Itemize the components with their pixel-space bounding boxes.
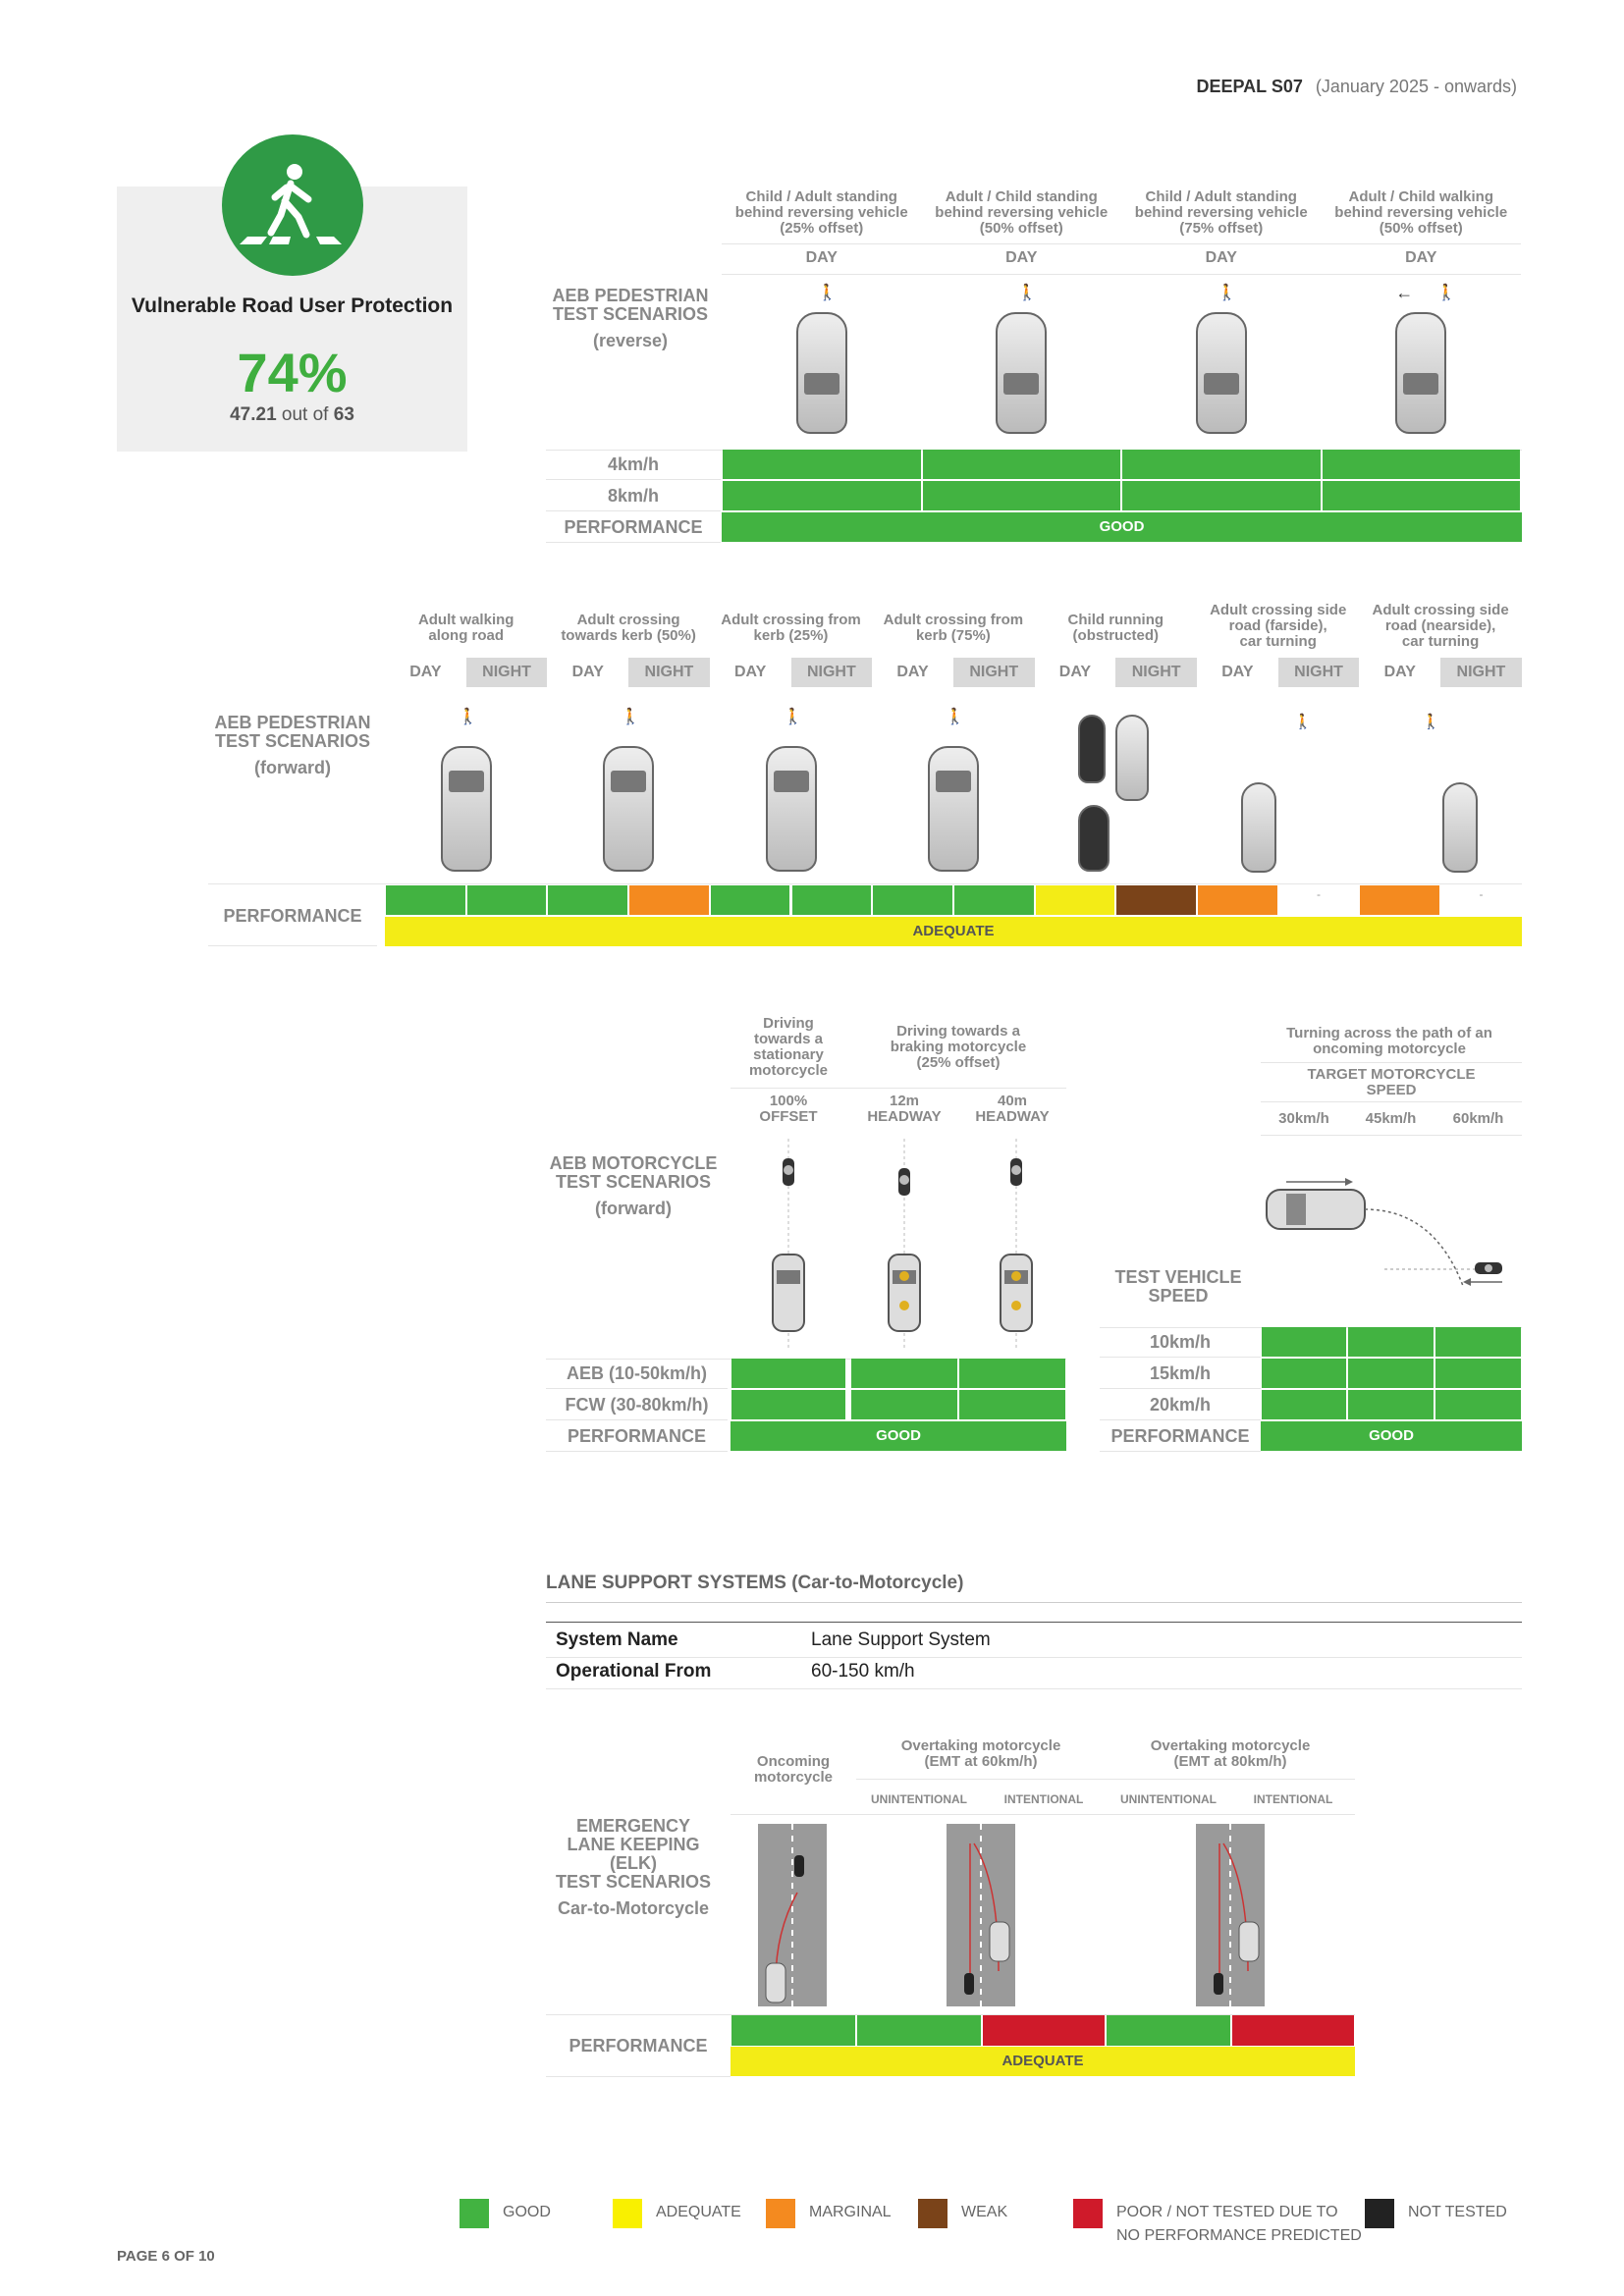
forward-col-header (385, 613, 547, 644)
reverse-label-sub: (reverse) (592, 331, 669, 350)
car-window (611, 771, 646, 792)
parked-car-light (1115, 715, 1149, 801)
reverse-col-text: Child / Adult standing (745, 188, 897, 205)
vru-score (117, 404, 467, 426)
moto-performance-label: PERFORMANCE (546, 1421, 728, 1452)
tv-speed-l2: SPEED (1148, 1286, 1209, 1306)
arrow-left-icon: ← (1395, 283, 1414, 302)
vru-max: 63 (333, 404, 354, 425)
legend-label-line1: POOR / NOT TESTED DUE TO (1116, 2204, 1338, 2220)
legend-label (961, 2201, 1007, 2224)
target-speed-l1: TARGET MOTORCYCLE (1307, 1066, 1476, 1083)
model-name: DEEPAL S07 (1196, 77, 1303, 96)
moto-result-cell (731, 1359, 845, 1388)
elk-label-sub: Car-to-Motorcycle (557, 1898, 710, 1918)
reverse-row-4: 4km/h (546, 450, 721, 480)
pedestrian-icon: 🚶 (458, 709, 478, 725)
forward-day-label: DAY (1058, 664, 1092, 680)
turning-result-cell (1435, 1359, 1521, 1388)
vru-percent: 74% (237, 342, 348, 403)
elk-label-line2: LANE KEEPING (567, 1835, 700, 1854)
tv-row-10: 10km/h (1100, 1327, 1261, 1358)
reverse-col-text: (50% offset) (979, 220, 1063, 237)
forward-col-text: Adult crossing from (883, 612, 1024, 628)
elk-col2-unintentional: UNINTENTIONAL (871, 1792, 967, 1806)
motorcycle-label-line1: AEB MOTORCYCLE (549, 1153, 718, 1173)
reverse-col-text: Child / Adult standing (1145, 188, 1297, 205)
elk-col3-intentional: INTENTIONAL (1253, 1792, 1333, 1806)
reverse-performance-label: PERFORMANCE (546, 512, 721, 543)
forward-night-label: NIGHT (1440, 658, 1522, 687)
car-window (1204, 373, 1239, 395)
legend-swatch (1073, 2199, 1103, 2228)
forward-col-header (1359, 603, 1521, 650)
target-speed-header (1261, 1067, 1522, 1098)
forward-label-line1: AEB PEDESTRIAN (214, 713, 371, 732)
elk-scenario-diagrams (758, 1824, 1327, 2010)
car-window (774, 771, 809, 792)
pedestrian-crossing-icon (222, 134, 363, 276)
legend-label-line1: MARGINAL (809, 2204, 892, 2220)
elk-section-label (546, 1817, 721, 1918)
reverse-result-cell (1122, 481, 1321, 510)
turning-result-cell (1262, 1359, 1346, 1388)
forward-result-cell (954, 885, 1034, 915)
forward-col-text: Child running (1067, 612, 1164, 628)
moto-col2b-sub1: 40m (997, 1093, 1028, 1109)
forward-result-cell (1036, 885, 1115, 915)
forward-col-text: kerb (25%) (753, 627, 829, 644)
turning-l1: Turning across the path of an (1286, 1025, 1492, 1041)
car-window (449, 771, 484, 792)
moto-col2b-sub (958, 1094, 1066, 1125)
reverse-col-header (1121, 189, 1322, 237)
forward-col-text: towards kerb (50%) (561, 627, 696, 644)
elk-label-line4: TEST SCENARIOS (555, 1872, 712, 1892)
moto-performance-bar: GOOD (731, 1421, 1066, 1451)
moto-result-cell (959, 1359, 1065, 1388)
legend-label-line1: NOT TESTED (1408, 2204, 1507, 2220)
forward-night-label: NIGHT (791, 658, 873, 687)
moto-scenario-3 (1001, 1139, 1032, 1350)
forward-result-cell (467, 885, 547, 915)
moto-col2a-sub1: 12m (889, 1093, 920, 1109)
lss-title: LANE SUPPORT SYSTEMS (Car-to-Motorcycle) (546, 1573, 964, 1593)
forward-day-label: DAY (571, 664, 604, 680)
turning-l2: oncoming motorcycle (1313, 1041, 1466, 1057)
moto-col2-l3: (25% offset) (916, 1054, 1001, 1071)
moto-scenario-2 (889, 1139, 920, 1350)
forward-col-text: Adult walking (417, 612, 514, 628)
reverse-day-label: DAY (1405, 249, 1437, 266)
legend-swatch (613, 2199, 642, 2228)
turning-performance-label: PERFORMANCE (1100, 1421, 1261, 1452)
vru-title: Vulnerable Road User Protection (131, 294, 454, 317)
moto-col2a-sub (850, 1094, 958, 1125)
model-date: (January 2025 - onwards) (1315, 77, 1517, 96)
reverse-col-text: behind reversing vehicle (1134, 204, 1308, 221)
moto-col1-sub2: OFFSET (759, 1108, 818, 1125)
test-vehicle-speed-label (1100, 1268, 1257, 1306)
elk-road-2 (947, 1824, 1015, 2006)
reverse-col-text: (25% offset) (780, 220, 864, 237)
forward-col-text: Adult crossing from (721, 612, 861, 628)
car-window (936, 771, 971, 792)
forward-result-cell-empty: - (1479, 887, 1484, 901)
turning-car (1241, 782, 1276, 873)
legend-swatch (1365, 2199, 1394, 2228)
forward-col-header (1035, 613, 1197, 644)
pedestrian-icon: 🚶 (945, 709, 965, 725)
forward-result-cell (548, 885, 627, 915)
forward-night-label: NIGHT (1115, 658, 1197, 687)
tv-row-20: 20km/h (1100, 1390, 1261, 1420)
target-speed-30: 30km/h (1278, 1110, 1329, 1127)
page-number: PAGE 6 OF 10 (117, 2248, 215, 2265)
legend-label (1116, 2201, 1362, 2248)
forward-result-cell (1116, 885, 1196, 915)
moto-col2-l2: braking motorcycle (890, 1039, 1027, 1055)
car-window (1003, 373, 1039, 395)
reverse-result-cell (1323, 450, 1521, 479)
tv-row-15: 15km/h (1100, 1359, 1261, 1389)
document-header (1196, 77, 1517, 97)
moto-scenario-1 (773, 1139, 804, 1350)
target-speed-45: 45km/h (1365, 1110, 1417, 1127)
forward-col-text: along road (428, 627, 505, 644)
elk-result-cell (1107, 2015, 1230, 2046)
turning-result-cell (1262, 1327, 1346, 1357)
legend-label-line2: NO PERFORMANCE PREDICTED (1116, 2227, 1362, 2244)
turning-result-cell (1348, 1390, 1434, 1419)
elk-col3-l2: (EMT at 80km/h) (1173, 1753, 1287, 1770)
lss-system-name-label: System Name (556, 1629, 678, 1650)
pedestrian-icon: 🚶 (1017, 285, 1038, 301)
elk-col2-l1: Overtaking motorcycle (900, 1737, 1061, 1754)
elk-col2-l2: (EMT at 60km/h) (924, 1753, 1038, 1770)
reverse-day-label: DAY (805, 249, 838, 266)
forward-result-cell-empty: - (1317, 887, 1322, 901)
reverse-label-line2: TEST SCENARIOS (552, 304, 709, 324)
pedestrian-icon: 🚶 (783, 709, 803, 725)
pedestrian-icon: 🚶 (1217, 285, 1237, 301)
pedestrian-icon: 🚶 (1422, 714, 1440, 730)
forward-day-label: DAY (1221, 664, 1254, 680)
reverse-label-line1: AEB PEDESTRIAN (552, 286, 709, 305)
forward-day-label: DAY (1383, 664, 1416, 680)
forward-col-text: car turning (1239, 633, 1317, 650)
forward-col-text: road (nearside), (1384, 617, 1496, 634)
legend-swatch (918, 2199, 947, 2228)
moto-result-cell (731, 1390, 845, 1419)
reverse-col-text: (50% offset) (1379, 220, 1463, 237)
pedestrian-icon: 🚶 (1293, 714, 1313, 730)
reverse-row-8: 8km/h (546, 481, 721, 511)
moto-col1-l3: stationary (753, 1046, 824, 1063)
forward-car (766, 746, 817, 872)
reverse-col-header (922, 189, 1122, 237)
elk-col2-intentional: INTENTIONAL (1003, 1792, 1084, 1806)
reverse-day-label: DAY (1205, 249, 1237, 266)
parked-car-dark (1078, 715, 1106, 783)
elk-result-cell (731, 2015, 855, 2046)
elk-result-cell (857, 2015, 981, 2046)
reverse-result-cell (923, 481, 1121, 510)
moto-row-fcw: FCW (30-80km/h) (546, 1390, 728, 1420)
turning-result-cell (1348, 1359, 1434, 1388)
legend-label (656, 2201, 741, 2224)
reverse-performance-bar: GOOD (722, 512, 1522, 542)
turning-result-cell (1262, 1390, 1346, 1419)
forward-night-label: NIGHT (1278, 658, 1360, 687)
moto-col1-l1: Driving (763, 1015, 814, 1032)
forward-day-label: DAY (409, 664, 442, 680)
elk-col1-header (731, 1754, 856, 1786)
forward-col-text: Adult crossing (576, 612, 680, 628)
motorcycle-label-line2: TEST SCENARIOS (555, 1172, 712, 1192)
legend-label-line1: ADEQUATE (656, 2204, 741, 2220)
car-window (1403, 373, 1438, 395)
forward-label-sub: (forward) (254, 758, 331, 777)
moto-col1-sub (731, 1094, 846, 1125)
moto-result-cell (851, 1359, 957, 1388)
moto-row-aeb: AEB (10-50km/h) (546, 1359, 728, 1389)
moto-col1-l4: motorcycle (748, 1062, 829, 1079)
elk-result-cell (1232, 2015, 1354, 2046)
legend-label-line1: GOOD (503, 2204, 551, 2220)
reverse-col-text: Adult / Child walking (1348, 188, 1493, 205)
pedestrian-icon: 🚶 (1436, 285, 1457, 301)
lss-system-name: Lane Support System (811, 1629, 991, 1650)
moto-result-cell (851, 1390, 957, 1419)
forward-col-header (710, 613, 872, 644)
turning-performance-bar: GOOD (1261, 1421, 1522, 1451)
forward-section-label (208, 714, 377, 777)
forward-col-header (872, 613, 1034, 644)
reverse-day-label: DAY (1005, 249, 1038, 266)
forward-result-cell (386, 885, 465, 915)
turning-result-cell (1435, 1390, 1521, 1419)
forward-col-text: car turning (1401, 633, 1480, 650)
forward-col-text: kerb (75%) (915, 627, 991, 644)
forward-night-label: NIGHT (628, 658, 710, 687)
forward-result-cell (873, 885, 952, 915)
elk-road-3 (1196, 1824, 1265, 2006)
forward-col-header (1197, 603, 1359, 650)
turning-result-cell (1348, 1327, 1434, 1357)
forward-result-cell (792, 885, 872, 915)
forward-col-text: Adult crossing side (1372, 602, 1509, 618)
pedestrian-icon: 🚶 (817, 285, 838, 301)
legend-label-line1: WEAK (961, 2204, 1008, 2220)
lss-operational-label: Operational From (556, 1661, 712, 1682)
moto-col2-header (850, 1024, 1066, 1071)
moto-col1-header (731, 1016, 846, 1079)
forward-car (1078, 805, 1110, 872)
car-window (804, 373, 839, 395)
forward-col-text: road (farside), (1228, 617, 1327, 634)
moto-col2b-sub2: HEADWAY (975, 1108, 1050, 1125)
forward-night-label: NIGHT (466, 658, 548, 687)
elk-col3-unintentional: UNINTENTIONAL (1120, 1792, 1217, 1806)
forward-day-label: DAY (733, 664, 767, 680)
reverse-col-header (722, 189, 922, 237)
reverse-result-cell (923, 450, 1121, 479)
elk-label-line1: EMERGENCY (575, 1816, 690, 1836)
elk-col1-l1: Oncoming (756, 1753, 831, 1770)
turning-car (1442, 782, 1478, 873)
turning-scenario-diagram (1257, 1168, 1532, 1296)
tv-speed-l1: TEST VEHICLE (1114, 1267, 1242, 1287)
elk-col2-header (856, 1738, 1106, 1770)
reverse-result-cell (1323, 481, 1521, 510)
motorcycle-section-label (546, 1154, 721, 1218)
reverse-result-cell (1122, 450, 1321, 479)
forward-result-cell (1360, 885, 1439, 915)
legend-swatch (460, 2199, 489, 2228)
forward-performance-label: PERFORMANCE (208, 885, 377, 946)
reverse-result-cell (723, 450, 921, 479)
elk-col1-l2: motorcycle (753, 1769, 834, 1786)
vru-points: 47.21 (230, 404, 277, 425)
moto-result-cell (959, 1390, 1065, 1419)
forward-result-cell (1198, 885, 1277, 915)
elk-road-1 (758, 1824, 827, 2006)
forward-col-header (547, 613, 709, 644)
reverse-result-cell (723, 481, 921, 510)
forward-label-line2: TEST SCENARIOS (214, 731, 371, 751)
forward-night-label: NIGHT (953, 658, 1035, 687)
forward-car (441, 746, 492, 872)
turning-result-cell (1435, 1327, 1521, 1357)
reverse-col-text: behind reversing vehicle (1334, 204, 1508, 221)
motorcycle-label-sub: (forward) (595, 1199, 672, 1218)
forward-col-text: Adult crossing side (1210, 602, 1347, 618)
reverse-col-text: Adult / Child standing (945, 188, 1098, 205)
elk-result-cell (983, 2015, 1105, 2046)
lss-operational: 60-150 km/h (811, 1661, 915, 1682)
target-speed-60: 60km/h (1452, 1110, 1504, 1127)
vru-out-of: out of (281, 404, 329, 425)
moto-col1-sub1: 100% (769, 1093, 808, 1109)
forward-car (928, 746, 979, 872)
forward-day-label: DAY (896, 664, 929, 680)
legend-label (503, 2201, 551, 2224)
pedestrian-icon: 🚶 (621, 709, 641, 725)
reverse-col-header (1322, 189, 1522, 237)
forward-car (603, 746, 654, 872)
elk-col3-header (1106, 1738, 1355, 1770)
forward-result-cell (711, 885, 790, 915)
moto-col2-l1: Driving towards a (896, 1023, 1020, 1040)
turning-header (1267, 1026, 1512, 1057)
moto-col1-l2: towards a (753, 1031, 824, 1047)
elk-label-line3: (ELK) (610, 1853, 657, 1873)
forward-result-cell (629, 885, 709, 915)
moto-col2a-sub2: HEADWAY (867, 1108, 942, 1125)
legend-label (1408, 2201, 1507, 2224)
reverse-col-text: behind reversing vehicle (935, 204, 1109, 221)
elk-performance-bar: ADEQUATE (731, 2047, 1355, 2076)
reverse-col-text: behind reversing vehicle (734, 204, 908, 221)
forward-performance-bar: ADEQUATE (385, 917, 1522, 946)
target-speed-l2: SPEED (1366, 1082, 1417, 1098)
forward-col-text: (obstructed) (1072, 627, 1160, 644)
elk-col3-l1: Overtaking motorcycle (1150, 1737, 1311, 1754)
reverse-section-label (546, 287, 715, 350)
reverse-col-text: (75% offset) (1179, 220, 1264, 237)
legend-swatch (766, 2199, 795, 2228)
legend-label (809, 2201, 892, 2224)
elk-performance-label: PERFORMANCE (546, 2014, 731, 2077)
motorcycle-scenario-diagrams (731, 1139, 1066, 1355)
